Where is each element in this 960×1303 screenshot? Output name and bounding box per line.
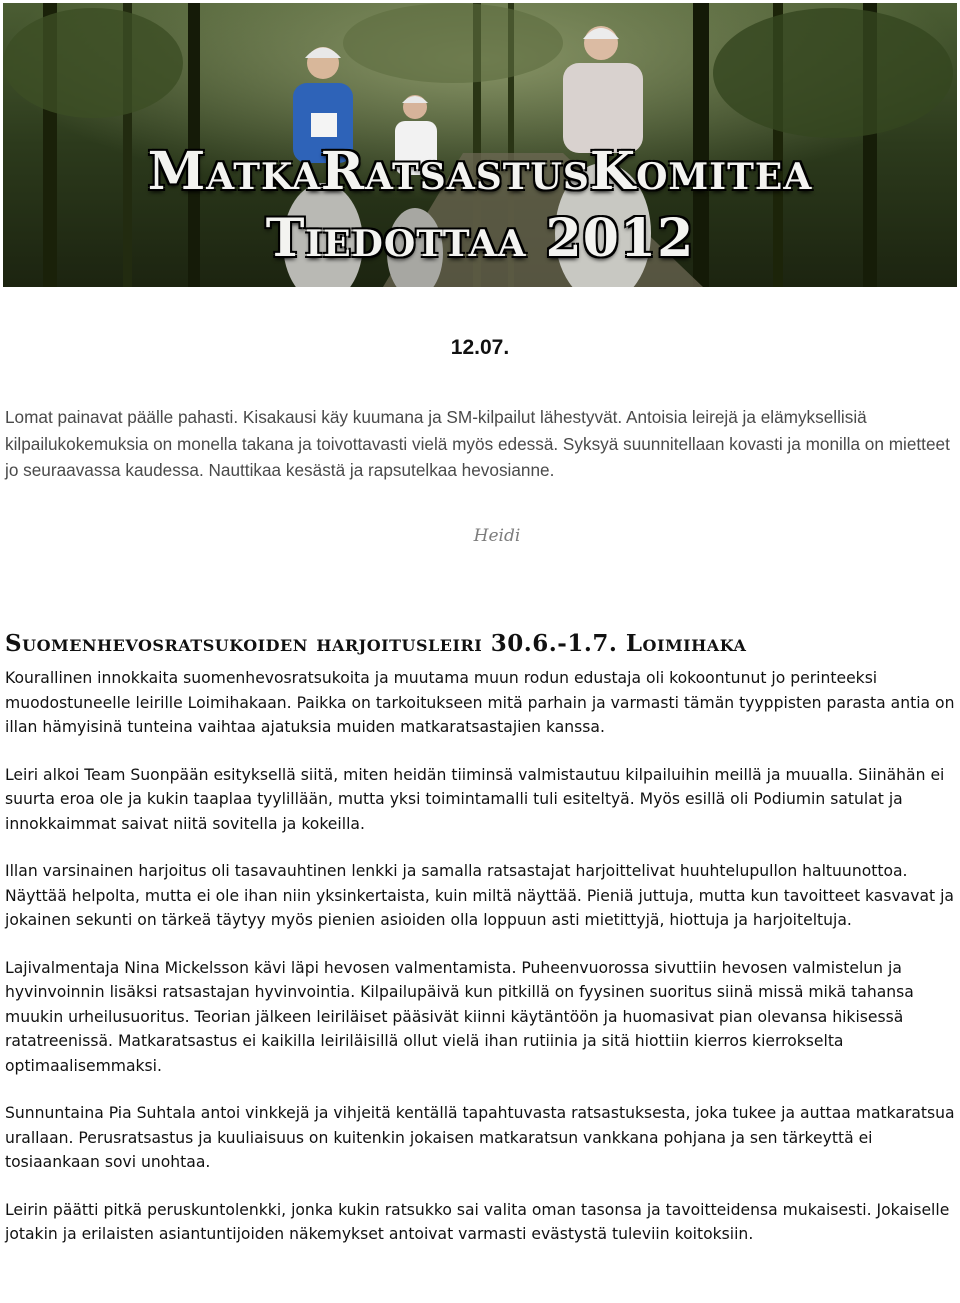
intro-paragraph: Lomat painavat päälle pahasti. Kisakausi käy kuumana ja SM-kilpailut lähestyvät. Antoisia leirejä ja elämyksellisiä kilpailukokemuksia on monella takana ja toivottavasti vielä myös edessä. Syksyä suunnitellaan kovasti ja monilla on mietteet jo seuraavassa kaudessa. Nauttikaa kesästä ja rapsutelkaa hevosianne. [5, 407, 950, 480]
article-paragraph: Lajivalmentaja Nina Mickelsson kävi läpi hevosen valmentamista. Puheenvuorossa sivuttiin hevosen valmistelun ja hyvinvoinnin lisäksi ratsastajan hyvinvointia. Kilpailupäivä kun pitkillä on fyysinen suoritus siinä missä mikä tahansa muukin urheilusuoritus. Teorian jälkeen leiriläiset pääsivät kiinni käytäntöön ja huomasivat pian olevansa hikisessä ratatreenissä. Matkaratsastus ei kaikilla leiriläisillä ollut vielä ihan rutiinia ja sitä hiottiin kierros kierrokselta optimaalisemmaksi. [5, 958, 914, 1075]
article-body [5, 666, 957, 1270]
banner-title-line2: Tiedottaa 2012 [265, 208, 695, 269]
article-paragraph: Sunnuntaina Pia Suhtala antoi vinkkejä ja vihjeitä kentällä tapahtuvasta ratsastuksesta, joka tukee ja auttaa matkaratsua urallaan. Perusratsastus ja kuuliaisuus on kuitenkin jokaisen matkaratsun vankkana pohjana ja sen tärkeyttä ei tosiaankaan sovi unohtaa. [5, 1104, 955, 1171]
article-paragraph: Kourallinen innokkaita suomenhevosratsukoita ja muutama muun rodun edustaja oli kokoontunut jo perinteeksi muodostuneelle leirille Loimihakaan. Paikka on tarkoitukseen mitä parhain ja varmasti tämän tyyppisten parasta antia on illan hämyisinä tunteina vaihtaa ajatuksia muiden matkaratsastajien kanssa. [5, 669, 955, 736]
article-paragraph: Illan varsinainen harjoitus oli tasavauhtinen lenkki ja samalla ratsastajat harjoittelivat huuhtelupullon haltuunottoa. Näyttää helpolta, mutta ei ole ihan niin yksinkertaista, kuin miltä näyttää. Pieniä juttuja, mutta kun tavoitteet kasvavat ja jokainen sekunti on tärkeä täytyy myös pienien asioiden olla loppuun asti mietittyjä, hiottuja ja harjoiteltuja. [5, 862, 954, 929]
issue-date: 12.07. [450, 336, 510, 359]
article-paragraph: Leirin päätti pitkä peruskuntolenkki, jonka kukin ratsukko sai valita oman tasonsa ja tavoitteidensa mukaisesti. Jokaiselle jotakin ja erilaisten asiantuntijoiden näkemykset antoivat varmasti evästystä tuleviin koitoksiin. [5, 1200, 950, 1243]
signature: Heidi [473, 526, 521, 546]
banner-title-line1: MatkaRatsastusKomitea [147, 141, 813, 202]
header-banner [3, 3, 957, 287]
article-heading: Suomenhevosratsukoiden harjoitusleiri 30.6.-1.7. Loimihaka [5, 630, 747, 657]
article-paragraph: Leiri alkoi Team Suonpään esityksellä siitä, miten heidän tiiminsä valmistautuu kilpailuihin meillä ja muualla. Siinähän ei suurta eroa ole ja kukin taaplaa tyylillään, mutta yksi toimintamalli tuli esiteltyä. Myös esillä oli Podiumin satulat ja innokkaimmat saivat niitä sovitella ja kokeilla. [5, 765, 945, 833]
